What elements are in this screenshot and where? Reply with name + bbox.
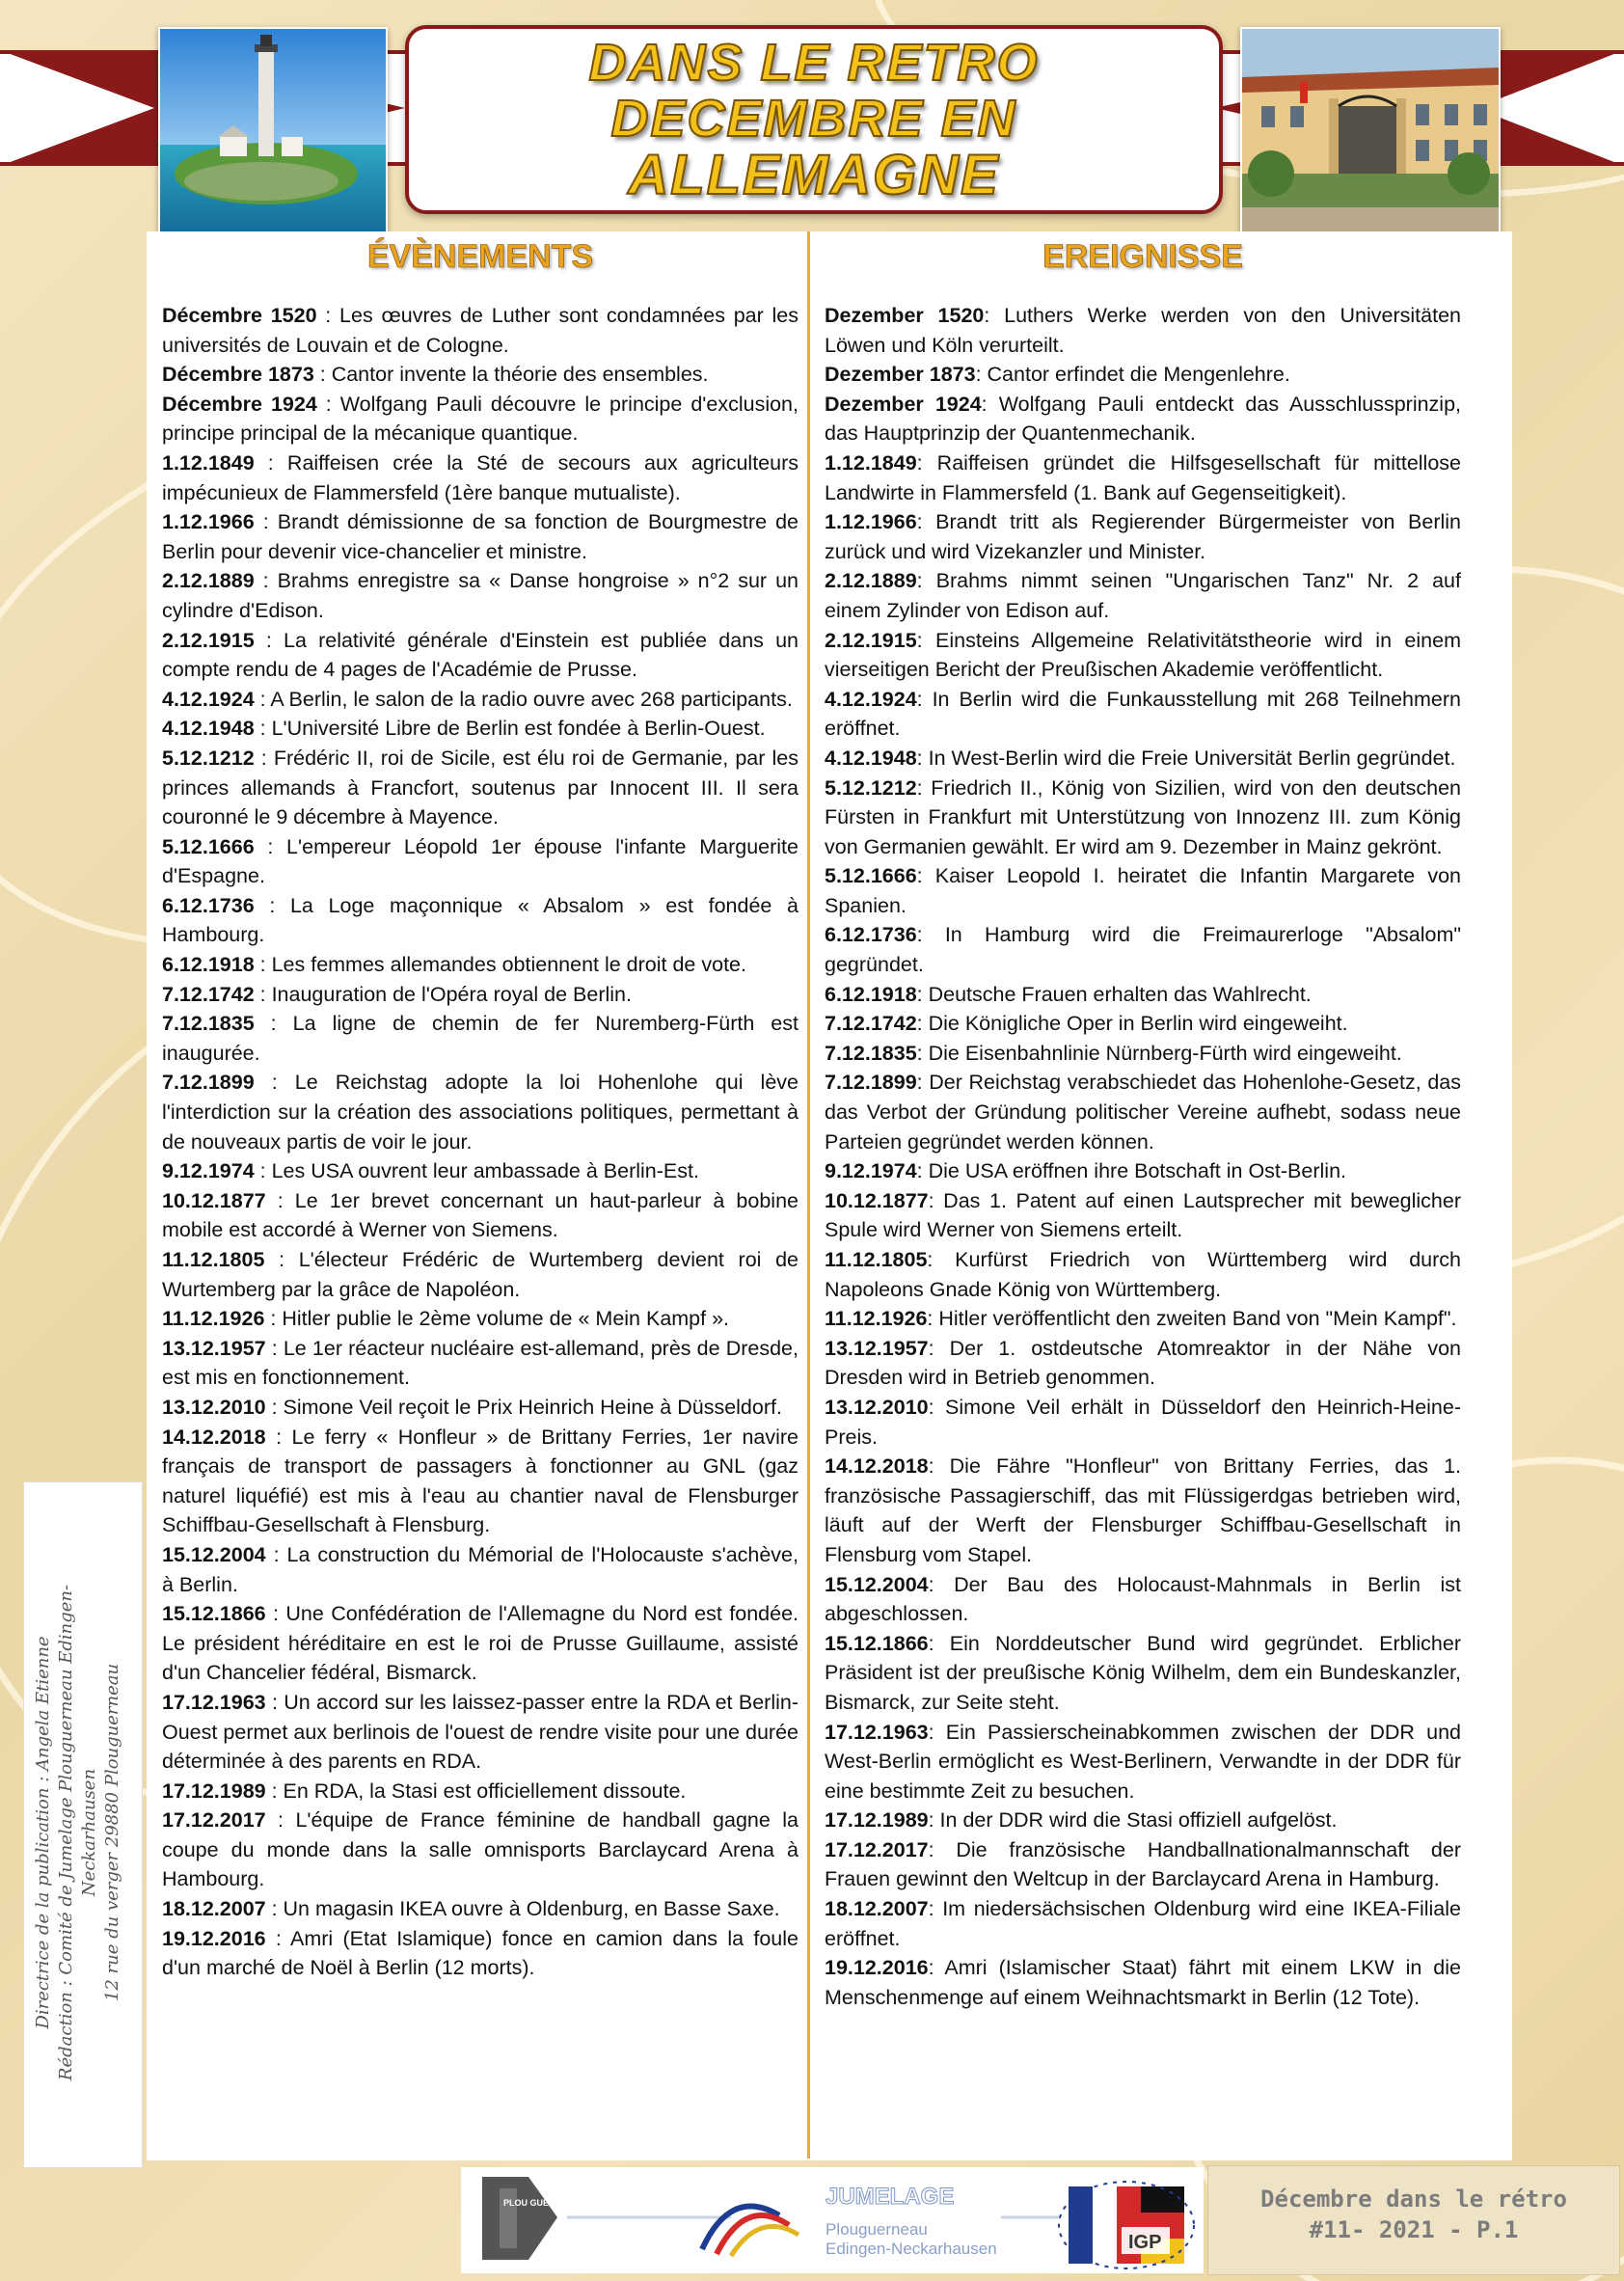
event-text: : Die Königliche Oper in Berlin wird eingeweiht. bbox=[916, 1012, 1348, 1036]
event-date: 19.12.2016 bbox=[825, 1956, 929, 1980]
event-entry bbox=[825, 861, 1461, 920]
event-date: 2.12.1889 bbox=[825, 569, 917, 593]
event-text: : Deutsche Frauen erhalten das Wahlrecht. bbox=[916, 982, 1312, 1006]
event-entry bbox=[162, 1894, 798, 1924]
event-date: 7.12.1742 bbox=[162, 982, 255, 1006]
event-entry bbox=[162, 1186, 798, 1245]
event-text: : A Berlin, le salon de la radio ouvre avec 268 participants. bbox=[254, 687, 793, 711]
event-date: 13.12.1957 bbox=[162, 1336, 266, 1360]
event-date: 1.12.1849 bbox=[162, 450, 255, 475]
event-date: 5.12.1666 bbox=[162, 834, 255, 858]
event-entry bbox=[825, 1304, 1461, 1334]
event-entry bbox=[825, 507, 1461, 566]
lighthouse-photo bbox=[158, 27, 388, 233]
event-text: : Une Confédération de l'Allemagne du Nord est fondée. Le président héréditaire en est le roi de Prusse Guillaume, assisté d'un Chancelier fédéral, Bismarck. bbox=[162, 1602, 798, 1685]
event-entry bbox=[825, 1334, 1461, 1393]
event-entry bbox=[825, 1806, 1461, 1835]
event-text: : Raiffeisen gründet die Hilfsgesellschaft für mittellose Landwirte in Flammersfeld (1. Bank auf Gegenseitigkeit). bbox=[825, 450, 1461, 504]
event-entry bbox=[825, 1186, 1461, 1245]
footer-logo-strip bbox=[461, 2167, 1204, 2273]
event-text: : Cantor erfindet die Mengenlehre. bbox=[975, 363, 1290, 387]
event-date: 11.12.1805 bbox=[825, 1248, 928, 1271]
event-date: 5.12.1666 bbox=[825, 864, 917, 888]
french-column bbox=[162, 239, 798, 1983]
german-column bbox=[825, 239, 1461, 2012]
event-date: 10.12.1877 bbox=[162, 1188, 266, 1212]
event-entry bbox=[825, 1629, 1461, 1718]
event-text: : Les œuvres de Luther sont condamnées par les universités de Louvain et de Cologne. bbox=[162, 304, 799, 357]
event-entry bbox=[162, 1599, 798, 1688]
event-entry bbox=[162, 1304, 798, 1334]
event-entry bbox=[162, 950, 798, 980]
event-entry bbox=[825, 744, 1461, 774]
event-entry bbox=[162, 360, 798, 390]
event-date: 6.12.1736 bbox=[162, 893, 255, 917]
event-date: 13.12.2010 bbox=[825, 1395, 929, 1419]
event-entry bbox=[825, 1393, 1461, 1452]
event-text: : Einsteins Allgemeine Relativitätstheorie wird in einem vierseitigen Bericht der Preußischen Akademie veröffentlicht. bbox=[825, 628, 1461, 682]
event-date: 7.12.1742 bbox=[825, 1012, 917, 1036]
event-entry bbox=[825, 980, 1461, 1010]
event-date: 6.12.1918 bbox=[162, 953, 255, 977]
event-date: 7.12.1835 bbox=[162, 1012, 255, 1036]
event-text: : Brahms enregistre sa « Danse hongroise » n°2 sur un cylindre d'Edison. bbox=[162, 569, 798, 622]
event-date: 15.12.1866 bbox=[162, 1602, 266, 1626]
event-entry bbox=[162, 1245, 798, 1304]
event-date: Décembre 1520 bbox=[162, 304, 317, 327]
event-entry bbox=[825, 390, 1461, 448]
event-entry bbox=[825, 685, 1461, 744]
event-text: : Luthers Werke werden von den Universitäten Löwen und Köln verurteilt. bbox=[825, 304, 1461, 357]
event-date: 10.12.1877 bbox=[825, 1188, 929, 1212]
event-entry bbox=[162, 448, 798, 507]
event-text: : En RDA, la Stasi est officiellement dissoute. bbox=[265, 1779, 687, 1803]
event-entry bbox=[825, 920, 1461, 979]
event-text: : Simone Veil erhält in Düsseldorf den Heinrich-Heine-Preis. bbox=[825, 1395, 1461, 1449]
column-divider bbox=[807, 231, 810, 2159]
event-text: : La construction du Mémorial de l'Holocauste s'achève, à Berlin. bbox=[162, 1542, 798, 1596]
event-text: : Hitler veröffentlicht den zweiten Band von "Mein Kampf". bbox=[927, 1307, 1457, 1331]
event-entry bbox=[825, 1452, 1461, 1569]
event-entry bbox=[162, 507, 798, 566]
building-image bbox=[1242, 29, 1499, 231]
event-date: 17.12.2017 bbox=[825, 1837, 929, 1861]
event-text: : La relativité générale d'Einstein est publiée dans un compte rendu de 4 pages de l'Académie de Prusse. bbox=[162, 628, 798, 682]
event-text: : Le ferry « Honfleur » de Brittany Ferries, 1er navire français de transport de passagers à fonctionner au GNL (gaz naturel liquéfié) est mis à l'eau au chantier naval de Flensburger Schiffbau-Gesellschaft à Flensburg. bbox=[162, 1425, 798, 1537]
event-entry bbox=[825, 448, 1461, 507]
event-text: : La Loge maçonnique « Absalom » est fondée à Hambourg. bbox=[162, 893, 798, 947]
publication-credit-panel bbox=[23, 1481, 143, 2168]
event-text: : Die USA eröffnen ihre Botschaft in Ost-Berlin. bbox=[916, 1159, 1346, 1183]
event-date: 4.12.1924 bbox=[162, 687, 255, 711]
event-entry bbox=[162, 1540, 798, 1599]
event-date: Décembre 1924 bbox=[162, 392, 317, 416]
event-entry bbox=[162, 626, 798, 685]
event-date: 18.12.2007 bbox=[825, 1897, 929, 1921]
event-entry bbox=[162, 1423, 798, 1540]
event-date: 11.12.1926 bbox=[825, 1307, 928, 1331]
event-entry bbox=[162, 1068, 798, 1156]
french-column-title: ÉVÈNEMENTS bbox=[366, 238, 594, 275]
event-text: : Le 1er réacteur nucléaire est-allemand, près de Dresde, est mis en fonctionnement. bbox=[162, 1336, 798, 1390]
event-text: : Frédéric II, roi de Sicile, est élu roi de Germanie, par les princes allemands à Francfort, soutenus par Innocent III. Il sera couronné le 9 décembre à Mayence. bbox=[162, 746, 798, 829]
jumelage-logo bbox=[702, 2207, 798, 2256]
event-date: 11.12.1805 bbox=[162, 1248, 265, 1271]
event-text: : Kurfürst Friedrich von Württemberg wird durch Napoleons Gnade König von Württemberg. bbox=[825, 1248, 1461, 1301]
event-entry bbox=[162, 1156, 798, 1186]
event-entry bbox=[825, 566, 1461, 625]
event-entry bbox=[825, 1009, 1461, 1039]
event-entry bbox=[162, 1777, 798, 1806]
event-text: : Im niedersächsischen Oldenburg wird eine IKEA-Filiale eröffnet. bbox=[825, 1897, 1461, 1950]
event-date: 17.12.2017 bbox=[162, 1808, 266, 1833]
german-entries bbox=[825, 301, 1461, 2012]
event-text: : In Hamburg wird die Freimaurerloge "Absalom" gegründet. bbox=[825, 923, 1461, 977]
event-text: : In der DDR wird die Stasi offiziell aufgelöst. bbox=[928, 1808, 1338, 1833]
footer-logos bbox=[461, 2167, 1204, 2273]
title-line-3: ALLEMAGNE bbox=[628, 144, 1000, 206]
event-text: : Brahms nimmt seinen "Ungarischen Tanz" Nr. 2 auf einem Zylinder von Edison auf. bbox=[825, 569, 1461, 622]
event-text: : Die Eisenbahnlinie Nürnberg-Fürth wird eingeweiht. bbox=[916, 1041, 1402, 1065]
building-photo bbox=[1240, 27, 1501, 233]
credit-director: Directrice de la publication : Angela Etienne bbox=[33, 1636, 53, 2029]
event-text: : Der Reichstag verabschiedet das Hohenlohe-Gesetz, das das Verbot der Gründung politischer Vereine aufhebt, sodass neue Parteien gegründet werden können. bbox=[825, 1071, 1461, 1154]
event-text: : Amri (Islamischer Staat) fährt mit einem LKW in die Menschenmenge auf einem Weihnachtsmarkt in Berlin (12 Tote). bbox=[825, 1956, 1461, 2009]
event-entry bbox=[162, 301, 798, 360]
event-text: : Cantor invente la théorie des ensembles. bbox=[313, 363, 709, 387]
plouguerneau-logo-text: PLOU GUER NEAU bbox=[503, 2198, 582, 2208]
event-entry bbox=[825, 1835, 1461, 1894]
event-text: : Ein Passierscheinabkommen zwischen der DDR und West-Berlin ermöglicht es West-Berlinern, Verwandte in der DDR für eine bestimmte Zeit zu besuchen. bbox=[825, 1720, 1461, 1803]
event-date: 15.12.2004 bbox=[825, 1572, 929, 1596]
event-date: Dezember 1924 bbox=[825, 392, 982, 416]
event-text: : L'équipe de France féminine de handball gagne la coupe du monde dans la salle omnisports Barclaycard Arena à Hambourg. bbox=[162, 1808, 798, 1891]
event-date: 19.12.2016 bbox=[162, 1926, 266, 1950]
title-scroll bbox=[405, 25, 1223, 214]
event-date: 17.12.1989 bbox=[825, 1808, 929, 1833]
event-text: : Kaiser Leopold I. heiratet die Infantin Margarete von Spanien. bbox=[825, 864, 1461, 917]
event-date: 7.12.1899 bbox=[825, 1071, 917, 1095]
event-entry bbox=[825, 1718, 1461, 1806]
event-date: Dezember 1520 bbox=[825, 304, 985, 327]
event-text: : Die Fähre "Honfleur" von Brittany Ferries, das 1. französische Passagierschiff, das mit Flüssigerdgas betrieben wird, läuft auf der Werft der Flensburger Schiffbau-Gesellschaft in Flensburg vom Stapel. bbox=[825, 1454, 1461, 1566]
event-date: 6.12.1918 bbox=[825, 982, 917, 1006]
event-date: 17.12.1989 bbox=[162, 1779, 266, 1803]
event-text: : Raiffeisen crée la Sté de secours aux agriculteurs impécunieux de Flammersfeld (1ère banque mutualiste). bbox=[162, 450, 798, 504]
event-date: 13.12.2010 bbox=[162, 1395, 266, 1419]
event-entry bbox=[825, 360, 1461, 390]
event-entry bbox=[162, 744, 798, 832]
event-entry bbox=[162, 685, 798, 715]
event-text: : Les USA ouvrent leur ambassade à Berlin-Est. bbox=[254, 1159, 699, 1183]
igp-logo bbox=[1059, 2182, 1194, 2268]
event-entry bbox=[825, 1570, 1461, 1629]
jumelage-logo-line1: Plouguerneau bbox=[826, 2220, 928, 2239]
event-date: 4.12.1948 bbox=[162, 717, 255, 741]
event-date: 17.12.1963 bbox=[162, 1690, 266, 1714]
event-text: : Der Bau des Holocaust-Mahnmals in Berlin ist abgeschlossen. bbox=[825, 1572, 1461, 1626]
event-entry bbox=[825, 1894, 1461, 1953]
event-date: 5.12.1212 bbox=[825, 775, 917, 800]
event-date: 14.12.2018 bbox=[825, 1454, 929, 1479]
event-entry bbox=[162, 566, 798, 625]
event-date: 15.12.1866 bbox=[825, 1631, 929, 1655]
event-entry bbox=[162, 390, 798, 448]
plouguerneau-logo bbox=[482, 2177, 557, 2260]
event-text: : Amri (Etat Islamique) fonce en camion dans la foule d'un marché de Noël à Berlin (12 morts). bbox=[162, 1926, 798, 1980]
title-line-2: DECEMBRE EN bbox=[610, 90, 1017, 148]
event-date: 4.12.1948 bbox=[825, 746, 917, 770]
german-column-title: EREIGNISSE bbox=[1042, 238, 1243, 275]
issue-number: #11- 2021 - P.1 bbox=[1309, 2216, 1519, 2243]
event-date: 4.12.1924 bbox=[825, 687, 917, 711]
event-date: 2.12.1915 bbox=[162, 628, 255, 652]
event-text: : Die französische Handballnationalmannschaft der Frauen gewinnt den Weltcup in der Barclaycard Arena in Hamburg. bbox=[825, 1837, 1461, 1891]
event-text: : Un magasin IKEA ouvre à Oldenburg, en Basse Saxe. bbox=[265, 1897, 780, 1921]
event-text: : La ligne de chemin de fer Nuremberg-Fürth est inaugurée. bbox=[162, 1012, 798, 1065]
event-date: 2.12.1915 bbox=[825, 628, 917, 652]
event-entry bbox=[162, 980, 798, 1010]
title-line-1: DANS LE RETRO bbox=[588, 34, 1040, 92]
jumelage-logo-line2: Edingen-Neckarhausen bbox=[826, 2240, 997, 2258]
french-entries bbox=[162, 301, 798, 1983]
event-entry bbox=[825, 1156, 1461, 1186]
jumelage-logo-title: JUMELAGE bbox=[826, 2184, 955, 2210]
event-date: 1.12.1966 bbox=[825, 510, 917, 534]
event-text: : Ein Norddeutscher Bund wird gegründet. Erblicher Präsident ist der preußische König Wilhelm, dem ein Bundeskanzler, Bismarck, zur Seite steht. bbox=[825, 1631, 1461, 1714]
event-text: : Das 1. Patent auf einen Lautsprecher mit beweglicher Spule wird Werner von Siemens erteilt. bbox=[825, 1188, 1461, 1242]
event-entry bbox=[825, 774, 1461, 862]
event-entry bbox=[162, 1806, 798, 1894]
event-date: 11.12.1926 bbox=[162, 1307, 265, 1331]
lighthouse-image bbox=[160, 29, 386, 231]
event-date: 1.12.1849 bbox=[825, 450, 917, 475]
event-entry bbox=[162, 1924, 798, 1983]
event-text: : L'électeur Frédéric de Wurtemberg devient roi de Wurtemberg par la grâce de Napoléon. bbox=[162, 1248, 798, 1301]
event-text: : Der 1. ostdeutsche Atomreaktor in der Nähe von Dresden wird in Betrieb genommen. bbox=[825, 1336, 1461, 1390]
event-date: 7.12.1899 bbox=[162, 1071, 255, 1095]
event-entry bbox=[162, 1334, 798, 1393]
event-date: 18.12.2007 bbox=[162, 1897, 266, 1921]
event-entry bbox=[825, 301, 1461, 360]
event-text: : Brandt démissionne de sa fonction de Bourgmestre de Berlin pour devenir vice-chancelier et ministre. bbox=[162, 510, 798, 563]
event-date: 13.12.1957 bbox=[825, 1336, 929, 1360]
event-entry bbox=[162, 714, 798, 744]
event-date: 17.12.1963 bbox=[825, 1720, 929, 1744]
issue-title: Décembre dans le rétro bbox=[1260, 2186, 1567, 2213]
event-text: : Simone Veil reçoit le Prix Heinrich Heine à Düsseldorf. bbox=[265, 1395, 782, 1419]
event-text: : Friedrich II., König von Sizilien, wird von den deutschen Fürsten in Frankfurt mit Unterstützung von Innozenz III. zum König von Germanien gewählt. Er wird am 9. Dezember in Mainz gekrönt. bbox=[825, 775, 1461, 858]
event-text: : Brandt tritt als Regierender Bürgermeister von Berlin zurück und wird Vizekanzler und Minister. bbox=[825, 510, 1461, 563]
event-text: : In Berlin wird die Funkausstellung mit 268 Teilnehmern eröffnet. bbox=[825, 687, 1461, 741]
event-entry bbox=[162, 891, 798, 950]
event-text: : Le Reichstag adopte la loi Hohenlohe qui lève l'interdiction sur la création des associations politiques, permettant à de nouveaux partis de voir le jour. bbox=[162, 1071, 798, 1154]
event-entry bbox=[825, 1245, 1461, 1304]
event-text: : Hitler publie le 2ème volume de « Mein Kampf ». bbox=[264, 1307, 730, 1331]
credit-address: 12 rue du verger 29880 Plouguerneau bbox=[102, 1663, 122, 2002]
event-entry bbox=[162, 832, 798, 891]
event-entry bbox=[162, 1009, 798, 1068]
event-text: : L'Université Libre de Berlin est fondée à Berlin-Ouest. bbox=[254, 717, 766, 741]
event-entry bbox=[825, 626, 1461, 685]
event-text: : L'empereur Léopold 1er épouse l'infante Marguerite d'Espagne. bbox=[162, 834, 798, 888]
event-text: : Les femmes allemandes obtiennent le droit de vote. bbox=[254, 953, 746, 977]
event-date: 2.12.1889 bbox=[162, 569, 255, 593]
event-date: 6.12.1736 bbox=[825, 923, 917, 947]
event-text: : In West-Berlin wird die Freie Universität Berlin gegründet. bbox=[916, 746, 1456, 770]
event-date: 9.12.1974 bbox=[162, 1159, 255, 1183]
issue-info bbox=[1207, 2165, 1620, 2275]
event-date: Dezember 1873 bbox=[825, 363, 976, 387]
event-date: 7.12.1835 bbox=[825, 1041, 917, 1065]
event-entry bbox=[825, 1953, 1461, 2012]
event-date: 15.12.2004 bbox=[162, 1542, 266, 1566]
event-text: : Un accord sur les laissez-passer entre la RDA et Berlin-Ouest permet aux berlinois de l'ouest de rendre visite pour une durée déterminée à des parents en RDA. bbox=[162, 1690, 798, 1774]
event-entry bbox=[162, 1393, 798, 1423]
event-date: 14.12.2018 bbox=[162, 1425, 266, 1449]
event-date: 5.12.1212 bbox=[162, 746, 255, 770]
event-entry bbox=[825, 1068, 1461, 1156]
event-date: Décembre 1873 bbox=[162, 363, 314, 387]
igp-logo-text: IGP bbox=[1128, 2232, 1162, 2253]
credit-editor: Rédaction : Comité de Jumelage Plouguerneau Edingen-Neckarhausen bbox=[56, 1584, 99, 2081]
event-text: : Wolfgang Pauli découvre le principe d'exclusion, principe principal de la mécanique quantique. bbox=[162, 392, 798, 446]
event-entry bbox=[162, 1688, 798, 1777]
event-text: : Inauguration de l'Opéra royal de Berlin. bbox=[254, 982, 632, 1006]
event-date: 1.12.1966 bbox=[162, 510, 255, 534]
event-text: : Wolfgang Pauli entdeckt das Ausschlussprinzip, das Hauptprinzip der Quantenmechanik. bbox=[825, 392, 1462, 446]
event-entry bbox=[825, 1039, 1461, 1069]
event-date: 9.12.1974 bbox=[825, 1159, 917, 1183]
publication-credit bbox=[32, 1562, 124, 2103]
event-text: : Le 1er brevet concernant un haut-parleur à bobine mobile est accordé à Werner von Siemens. bbox=[162, 1188, 798, 1242]
